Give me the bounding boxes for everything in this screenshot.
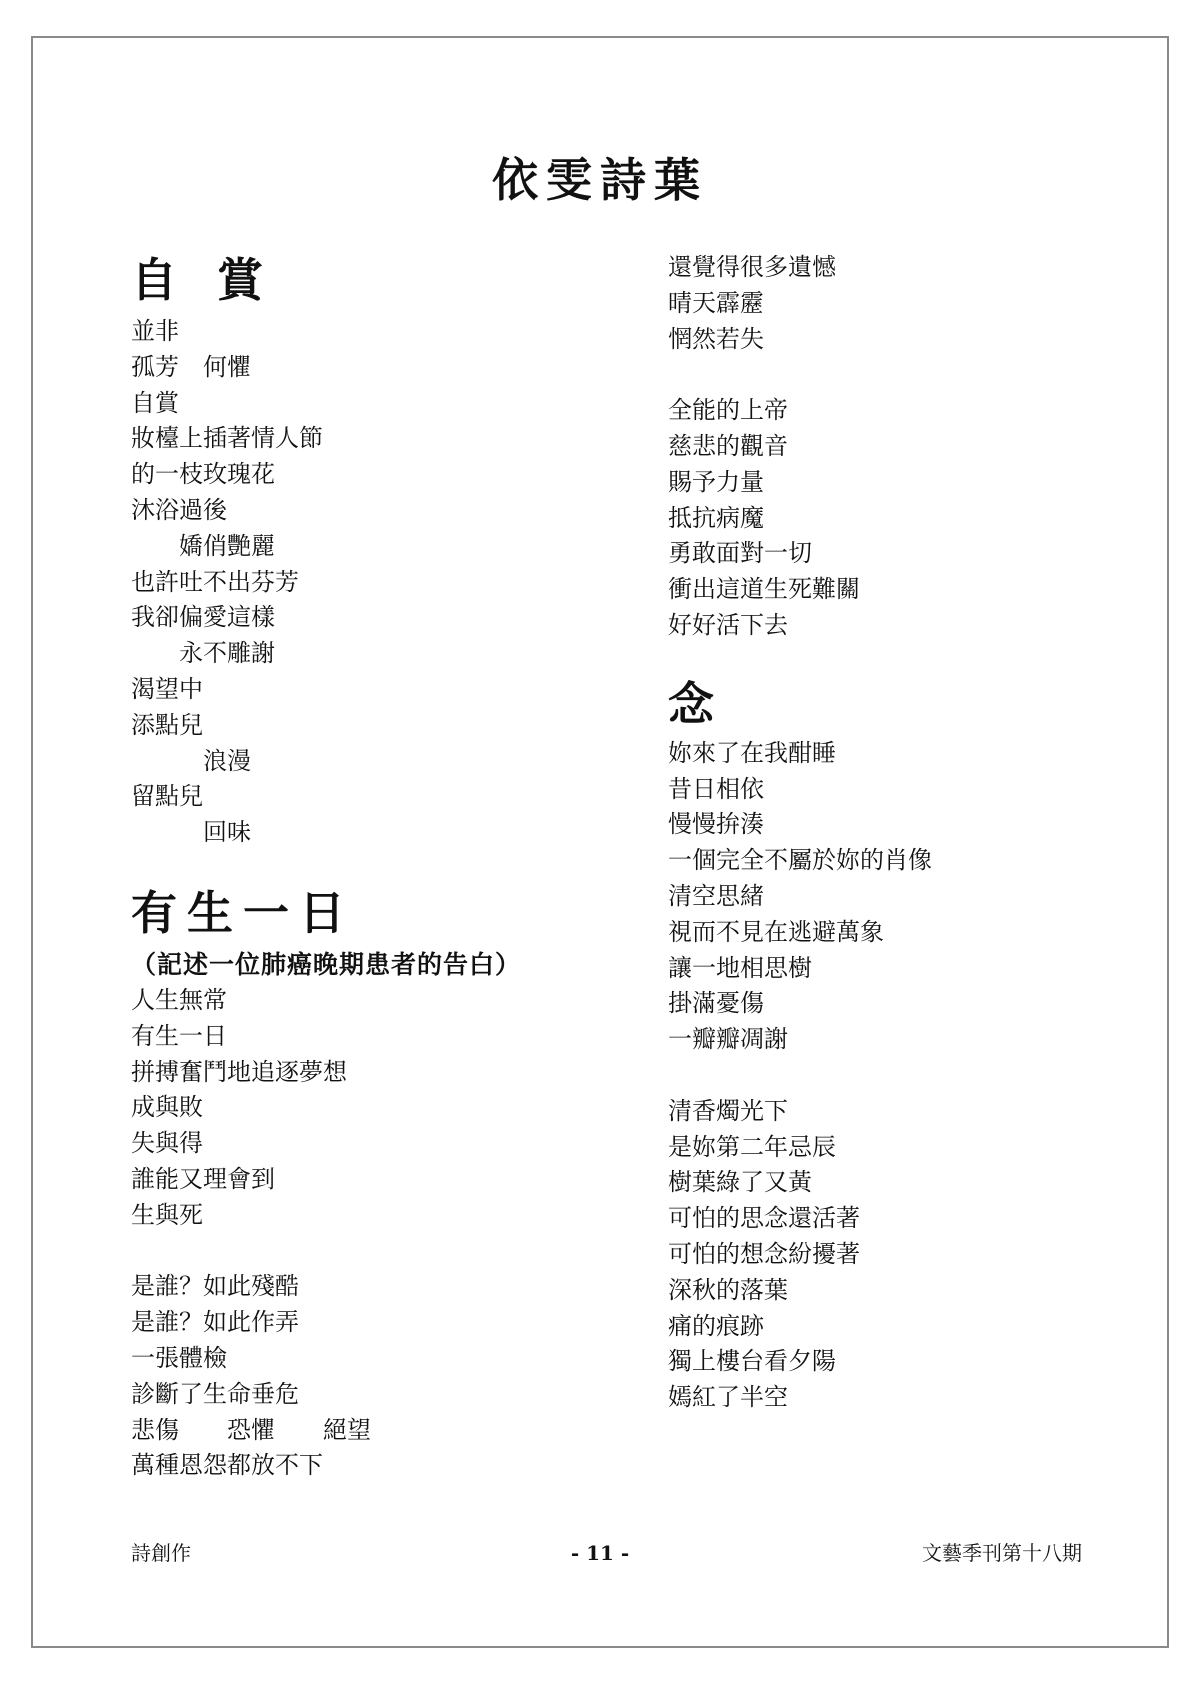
- poem-line: 並非: [131, 317, 179, 345]
- poem-line: 好好活下去: [668, 610, 788, 639]
- poem-title-nian: 念: [668, 676, 714, 731]
- poem-stanza: [668, 250, 1148, 357]
- poem-line: 視而不見在逃避萬象: [668, 917, 884, 946]
- poem-stanza: [131, 1269, 651, 1484]
- poem-line: 惘然若失: [668, 324, 764, 353]
- right-column: [668, 250, 1148, 1416]
- poem-line: 清香燭光下: [668, 1096, 788, 1125]
- poem-line: 賜予力量: [668, 467, 764, 496]
- poem-line: 失與得: [131, 1129, 203, 1158]
- poem-line: 留點兒: [131, 782, 203, 811]
- poem-subtitle: （記述一位肺癌晚期患者的告白）: [131, 949, 522, 979]
- footer-publication: 文藝季刊第十八期: [922, 1541, 1082, 1565]
- poem-line: 全能的上帝: [668, 396, 788, 425]
- poem-line: 衝出這道生死難關: [668, 575, 860, 604]
- poem-line: 掛滿憂傷: [668, 989, 764, 1018]
- poem-line: 清空思緒: [668, 881, 764, 910]
- poem-line: 一張體檢: [131, 1343, 227, 1372]
- footer-page-number: - 11 -: [570, 1541, 630, 1565]
- poem-line: 診斷了生命垂危: [131, 1379, 299, 1408]
- poem-line: 生與死: [131, 1200, 203, 1229]
- poem-line: 萬種恩怨都放不下: [131, 1451, 323, 1480]
- poem-line: 可怕的想念紛擾著: [668, 1239, 860, 1268]
- poem-line: 獨上樓台看夕陽: [668, 1347, 836, 1376]
- poem-line: 一個完全不屬於妳的肖像: [668, 846, 932, 875]
- poem-line: 的一枝玫瑰花: [131, 460, 275, 489]
- poem-line: 添點兒: [131, 710, 203, 739]
- poem-line: 永不雕謝: [131, 639, 275, 668]
- poem-stanza: [668, 1094, 1148, 1416]
- poem-stanza: [668, 393, 1148, 644]
- poem-line: 成與敗: [131, 1093, 203, 1122]
- poem-line: 是妳第二年忌辰: [668, 1132, 836, 1161]
- poem-line: 深秋的落葉: [668, 1275, 788, 1304]
- poem-stanza: [131, 983, 651, 1234]
- stanza-gap: [668, 1058, 1148, 1094]
- poem-line: 痛的痕跡: [668, 1311, 764, 1340]
- poem-line: 也許吐不出芬芳: [131, 567, 299, 596]
- poem-line: 還覺得很多遺憾: [668, 253, 836, 281]
- poem-line: 妳來了在我酣睡: [668, 738, 836, 767]
- poem-line: 勇敢面對一切: [668, 539, 812, 568]
- poem-title-zi-shang: 自賞: [131, 253, 303, 307]
- poem-line: 可怕的思念還活著: [668, 1204, 860, 1233]
- poem-title-you-sheng-yi-ri: 有生一日: [131, 885, 355, 940]
- page-title: 依雯詩葉: [492, 153, 708, 207]
- poem-stanza: [668, 736, 1148, 1058]
- poem-line: 誰能又理會到: [131, 1164, 275, 1193]
- poem-line: 昔日相依: [668, 774, 764, 803]
- poem-line: 抵抗病魔: [668, 503, 764, 532]
- poem-line: 回味: [131, 818, 251, 847]
- poem-line: 沐浴過後: [131, 495, 227, 524]
- poem-line: 孤芳 何懼: [131, 352, 251, 381]
- poem-line: 一瓣瓣凋謝: [668, 1025, 788, 1054]
- footer-section: 詩創作: [131, 1541, 191, 1565]
- poem-line: 我卻偏愛這樣: [131, 603, 275, 632]
- stanza-gap: [668, 357, 1148, 393]
- poem-line: 是誰？如此作弄: [131, 1308, 299, 1337]
- poem-line: 慈悲的觀音: [668, 431, 788, 460]
- poem-line: 晴天霹靂: [668, 288, 764, 317]
- poem-line: 自賞: [131, 388, 179, 417]
- poem-line: 妝檯上插著情人節: [131, 424, 323, 453]
- poem-line: 有生一日: [131, 1021, 227, 1050]
- poem-line: 是誰？如此殘酷: [131, 1272, 299, 1301]
- poem-line: 樹葉綠了又黃: [668, 1168, 812, 1197]
- poem-line: 渴望中: [131, 674, 203, 703]
- stanza-gap: [131, 1234, 651, 1270]
- poem-line: 嬌俏艷麗: [131, 531, 275, 560]
- poem-line: 嫣紅了半空: [668, 1383, 788, 1412]
- poem-line: 慢慢拚湊: [668, 810, 764, 839]
- poem-line: 讓一地相思樹: [668, 953, 812, 982]
- poem-line: 人生無常: [131, 985, 227, 1014]
- poem-line: 悲傷 恐懼 絕望: [131, 1415, 371, 1444]
- left-column: [131, 250, 651, 1484]
- poem-line: 拼搏奮鬥地追逐夢想: [131, 1057, 347, 1086]
- poem-line: 浪漫: [131, 746, 251, 775]
- poem-zi-shang-body: [131, 314, 651, 851]
